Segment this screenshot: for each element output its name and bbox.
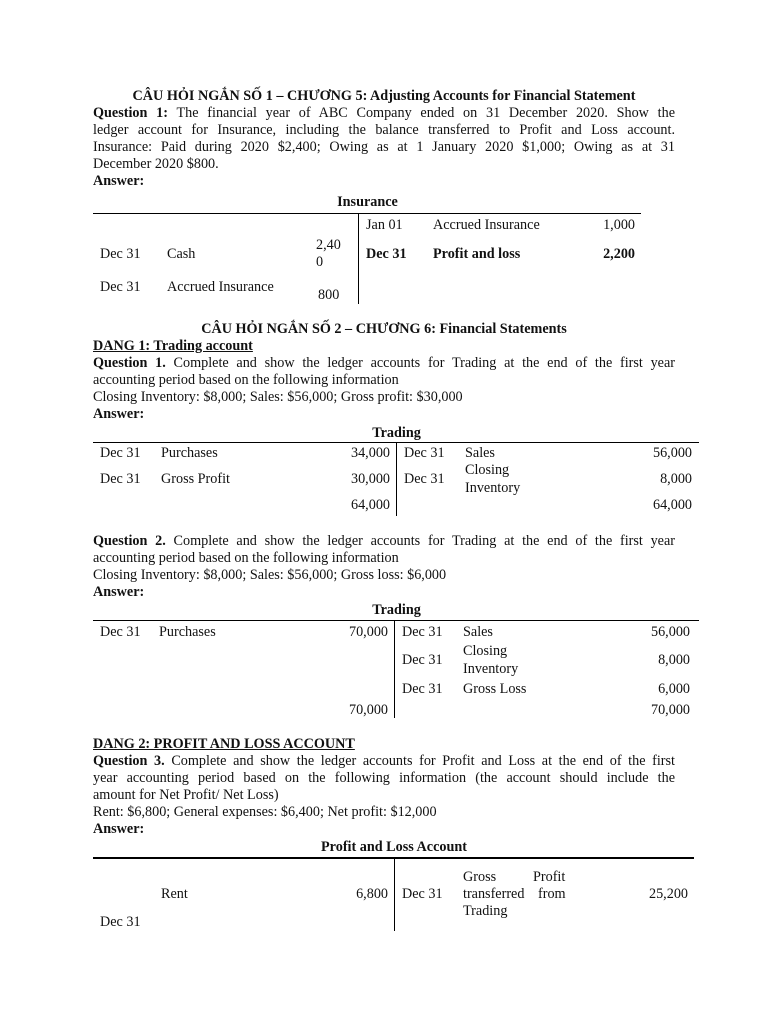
cr-desc: Gross Loss — [463, 681, 527, 697]
cr-date: Dec 31 — [404, 445, 445, 461]
cr-total: 64,000 — [652, 497, 692, 513]
answer-label: Answer: — [93, 173, 145, 189]
cr-desc: Accrued Insurance — [433, 217, 540, 233]
cr-date: Dec 31 — [366, 246, 407, 262]
s2-q3-line1: Question 3. Complete and show the ledger accounts for Profit and Loss at the end of the first — [93, 753, 675, 769]
cr-date: Dec 31 — [404, 471, 445, 487]
cr-date: Dec 31 — [402, 624, 443, 640]
cr-date: Dec 31 — [402, 652, 443, 668]
cr-desc: Trading — [463, 903, 508, 919]
dr-date: Dec 31 — [100, 471, 141, 487]
cr-date: Jan 01 — [366, 217, 403, 233]
cr-desc: Inventory — [465, 480, 521, 496]
s2-q3-line2: year accounting period based on the following information (the account should include the — [93, 770, 675, 786]
cr-desc: Closing — [465, 462, 510, 478]
dr-amount: 6,800 — [356, 886, 388, 902]
cr-amount: 56,000 — [652, 445, 692, 461]
cr-amount: 8,000 — [658, 652, 690, 668]
cr-desc: Profit and loss — [433, 246, 521, 262]
answer-label: Answer: — [93, 406, 145, 422]
dang2-heading: DANG 2: PROFIT AND LOSS ACCOUNT — [93, 736, 355, 752]
t-account-rule — [93, 213, 641, 214]
answer-label: Answer: — [93, 821, 145, 837]
cr-desc: Closing — [463, 643, 508, 659]
cr-desc: Profit — [533, 869, 566, 885]
cr-date: Dec 31 — [402, 886, 443, 902]
dr-total: 64,000 — [350, 497, 390, 513]
pl-title: Profit and Loss Account — [321, 839, 467, 855]
q1-line2: ledger account for Insurance, including the balance transferred to Profit and Loss account. — [93, 122, 675, 138]
insurance-title: Insurance — [337, 194, 398, 210]
dr-amount: 30,000 — [350, 471, 390, 487]
dr-desc: Gross Profit — [161, 471, 230, 487]
s2-q1-line2: accounting period based on the following information — [93, 372, 399, 388]
q1-line4: December 2020 $800. — [93, 156, 219, 172]
t-account-divider — [394, 620, 395, 718]
dr-amount: 34,000 — [350, 445, 390, 461]
cr-amount: 25,200 — [648, 886, 688, 902]
dr-date: Dec 31 — [100, 624, 141, 640]
s2-q2-line2: accounting period based on the following information — [93, 550, 399, 566]
q1-line1: Question 1: The financial year of ABC Company ended on 31 December 2020. Show the — [93, 105, 676, 121]
dr-desc: Rent — [161, 886, 188, 902]
q1-line3: Insurance: Paid during 2020 $2,400; Owing as at 1 January 2020 $1,000; Owing as at 31 — [93, 139, 675, 155]
answer-label: Answer: — [93, 584, 145, 600]
dr-amount: 800 — [318, 287, 340, 303]
dr-desc: Purchases — [159, 624, 216, 640]
t-account-divider — [396, 442, 397, 516]
t-account-divider — [394, 859, 395, 931]
dr-desc: Purchases — [161, 445, 218, 461]
dr-desc: Accrued Insurance — [167, 279, 274, 295]
cr-amount: 6,000 — [658, 681, 690, 697]
dang1-heading: DANG 1: Trading account — [93, 338, 253, 354]
dr-amount: 0 — [316, 254, 324, 270]
cr-total: 70,000 — [650, 702, 690, 718]
section2-heading: CÂU HỎI NGẮN SỐ 2 – CHƯƠNG 6: Financial Statements — [201, 321, 567, 337]
cr-desc: from — [538, 886, 566, 902]
dr-date: Dec 31 — [100, 246, 141, 262]
t-account-rule — [93, 620, 699, 621]
cr-desc: Sales — [465, 445, 495, 461]
cr-amount: 8,000 — [660, 471, 692, 487]
cr-amount: 2,200 — [603, 246, 635, 262]
dr-date: Dec 31 — [100, 445, 141, 461]
s2-q1-line1: Question 1. Complete and show the ledger accounts for Trading at the end of the first year — [93, 355, 675, 371]
trading-title: Trading — [372, 425, 421, 441]
s2-q1-line3: Closing Inventory: $8,000; Sales: $56,000; Gross profit: $30,000 — [93, 389, 463, 405]
dr-amount: 2,40 — [316, 237, 341, 253]
dr-total: 70,000 — [348, 702, 388, 718]
trading-title: Trading — [372, 602, 421, 618]
cr-desc: Inventory — [463, 661, 519, 677]
cr-desc: Sales — [463, 624, 493, 640]
cr-amount: 1,000 — [603, 217, 635, 233]
s2-q2-line3: Closing Inventory: $8,000; Sales: $56,000; Gross loss: $6,000 — [93, 567, 447, 583]
cr-desc: Gross — [463, 869, 497, 885]
dr-date: Dec 31 — [100, 279, 141, 295]
s2-q3-line4: Rent: $6,800; General expenses: $6,400; Net profit: $12,000 — [93, 804, 437, 820]
section1-heading: CÂU HỎI NGẮN SỐ 1 – CHƯƠNG 5: Adjusting Accounts for Financial Statement — [132, 88, 636, 104]
t-account-divider — [358, 213, 359, 304]
cr-amount: 56,000 — [650, 624, 690, 640]
dr-desc: Cash — [167, 246, 196, 262]
s2-q2-line1: Question 2. Complete and show the ledger accounts for Trading at the end of the first year — [93, 533, 675, 549]
dr-date: Dec 31 — [100, 914, 141, 930]
cr-desc: transferred — [463, 886, 525, 902]
dr-amount: 70,000 — [348, 624, 388, 640]
cr-date: Dec 31 — [402, 681, 443, 697]
s2-q3-line3: amount for Net Profit/ Net Loss) — [93, 787, 279, 803]
